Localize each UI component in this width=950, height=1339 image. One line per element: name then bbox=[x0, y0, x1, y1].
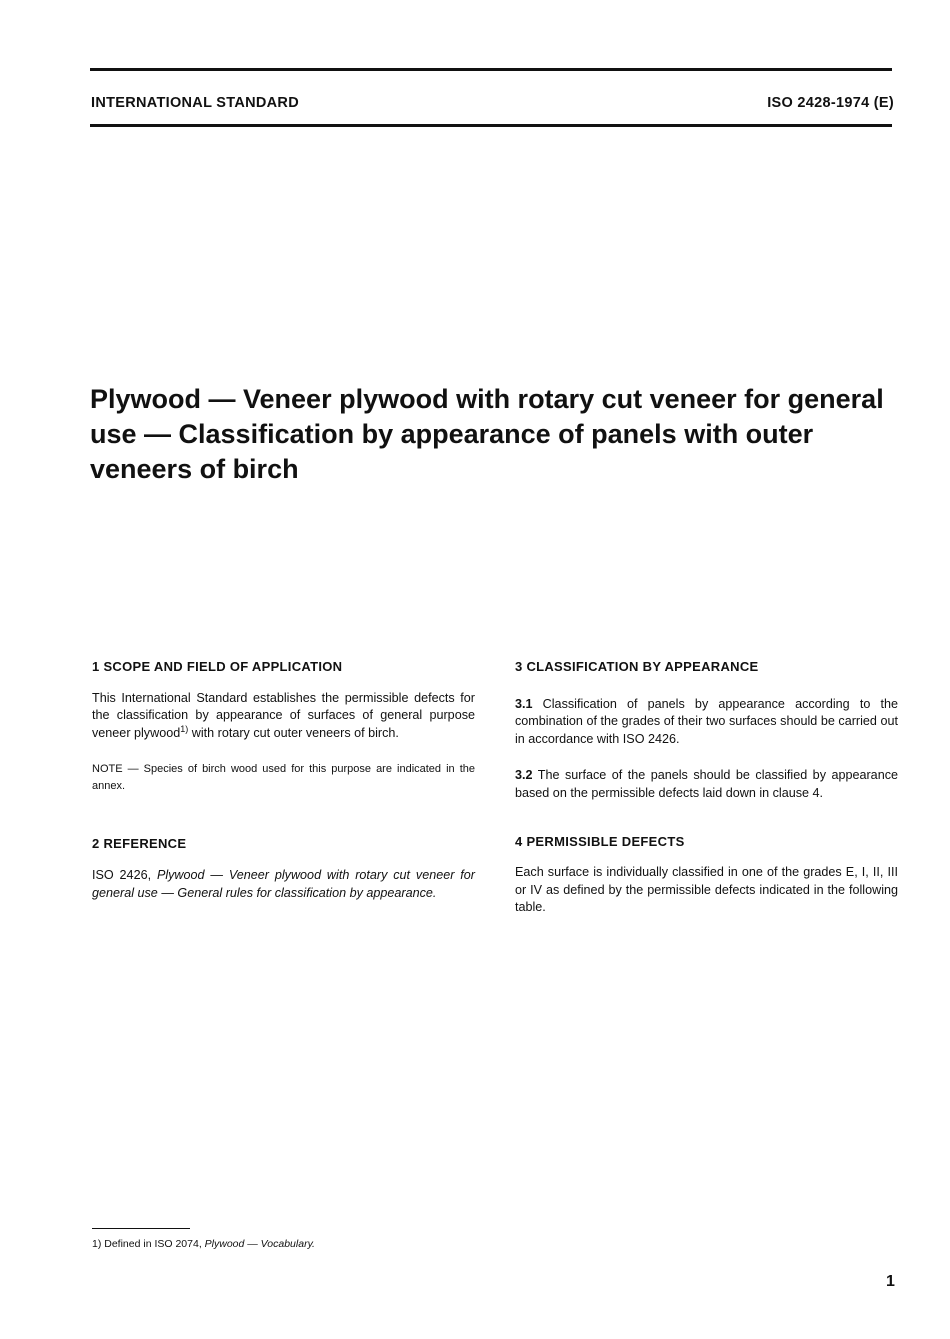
section-text: Each surface is individually classified in one of the grades E, I, II, III or IV as defined by the permissible defects indicated in the following table. bbox=[515, 865, 898, 915]
document-type: INTERNATIONAL STANDARD bbox=[91, 95, 299, 111]
footnote-title: Plywood — Vocabulary. bbox=[204, 1238, 315, 1250]
text: The surface of the panels should be classified by appearance based on the permissible defects laid down in clause 4. bbox=[515, 768, 898, 800]
page-title: Plywood — Veneer plywood with rotary cut veneer for general use — Classification by appearance of panels with outer veneers of birch bbox=[90, 384, 884, 484]
clause-number: 3.1 bbox=[515, 696, 533, 711]
footnote-ref: 1) bbox=[180, 723, 189, 734]
left-column bbox=[92, 658, 475, 924]
footnote bbox=[92, 1238, 315, 1250]
reference-number: ISO 2426, bbox=[92, 867, 157, 882]
section-heading: 2 REFERENCE bbox=[92, 836, 187, 852]
section-heading: 4 PERMISSIBLE DEFECTS bbox=[515, 833, 685, 849]
text: This International Standard establishes the permissible defects for the classification by appearance of surfaces of general purpose veneer plywood bbox=[92, 690, 475, 740]
section-scope bbox=[92, 658, 475, 795]
page-number: 1 bbox=[886, 1273, 895, 1290]
note: NOTE — Species of birch wood used for this purpose are indicated in the annex. bbox=[92, 763, 475, 793]
section-reference bbox=[92, 835, 475, 902]
section-heading: 1 SCOPE AND FIELD OF APPLICATION bbox=[92, 659, 343, 674]
reference-text bbox=[92, 867, 475, 902]
clause-3-2 bbox=[515, 767, 898, 802]
footnote-rule bbox=[92, 1228, 190, 1229]
section-classification bbox=[515, 658, 898, 803]
document-number: ISO 2428-1974 (E) bbox=[767, 95, 894, 111]
reference-title: Plywood — Veneer plywood with rotary cut veneer for general use — General rules for classification by appearance. bbox=[92, 867, 475, 900]
section-defects bbox=[515, 833, 898, 917]
header-top-rule bbox=[90, 68, 892, 71]
header-bottom-rule bbox=[90, 124, 892, 127]
footnote-text: 1) Defined in ISO 2074, bbox=[92, 1238, 205, 1250]
clause-3-1 bbox=[515, 696, 898, 749]
text: Classification of panels by appearance according to the combination of the grades of their two surfaces should be carried out in accordance with ISO 2426. bbox=[515, 696, 898, 746]
clause-number: 3.2 bbox=[515, 768, 533, 783]
text: with rotary cut outer veneers of birch. bbox=[188, 725, 399, 740]
right-column bbox=[515, 658, 898, 939]
section-text bbox=[92, 690, 475, 743]
section-heading: 3 CLASSIFICATION BY APPEARANCE bbox=[515, 659, 759, 674]
